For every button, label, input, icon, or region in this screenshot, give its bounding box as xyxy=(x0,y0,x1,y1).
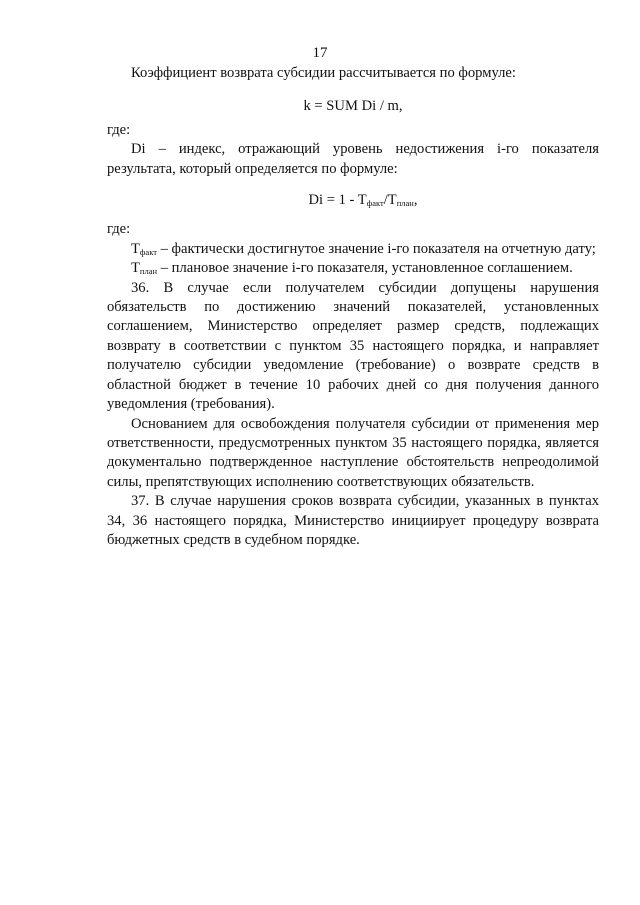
formula-di-sub-plan: план xyxy=(396,198,414,209)
formula-di-mid: /T xyxy=(383,192,397,209)
where-label-1: где: xyxy=(107,121,131,138)
tplan-text: – плановое значение i-го показателя, установленное соглашением. xyxy=(157,260,573,277)
paragraph-36: 36. В случае если получателем субсидии допущены нарушения обязательств по достижению значений показателей, установленных соглашением, Министерство определяет размер средств, подлежащих возврату в соответствии с пунктом 35 настоящего порядка, и направляет получателю субсидии уведомление (требование) о возврате средств в областной бюджет в течение 10 рабочих дней со дня получения данного уведомления (требования). xyxy=(107,279,599,413)
formula-di-sub-fact: факт xyxy=(366,198,384,209)
tfact-definition xyxy=(107,240,599,259)
formula-di-lhs: Di = 1 - T xyxy=(308,192,367,209)
tfact-symbol: T xyxy=(131,240,140,257)
paragraph-37: 37. В случае нарушения сроков возврата субсидии, указанных в пунктах 34, 36 настоящего порядка, Министерство инициирует процедуру возврата бюджетных средств в судебном порядке. xyxy=(107,493,599,548)
tfact-text: – фактически достигнутое значение i-го показателя на отчетную дату; xyxy=(156,240,596,257)
tplan-definition xyxy=(107,259,599,278)
formula-di xyxy=(107,191,599,210)
tplan-sub: план xyxy=(139,266,158,277)
di-definition: Di – индекс, отражающий уровень недостижения i-го показателя результата, который определяется по формуле: xyxy=(107,141,599,177)
paragraph-basis: Основанием для освобождения получателя субсидии от применения мер ответственности, предусмотренных пунктом 35 настоящего порядка, является документально подтвержденное наступление обстоятельств непреодолимой силы, препятствующих исполнению соответствующих обязательств. xyxy=(107,415,599,490)
where-label-2: где: xyxy=(107,221,131,238)
formula-di-end: , xyxy=(413,192,418,209)
tfact-sub: факт xyxy=(139,246,157,257)
formula-k: k = SUM Di / m, xyxy=(303,98,403,115)
document-body xyxy=(107,64,599,550)
page-number: 17 xyxy=(312,45,328,61)
tplan-symbol: T xyxy=(131,260,140,277)
intro-paragraph: Коэффициент возврата субсидии рассчитывается по формуле: xyxy=(131,65,516,81)
